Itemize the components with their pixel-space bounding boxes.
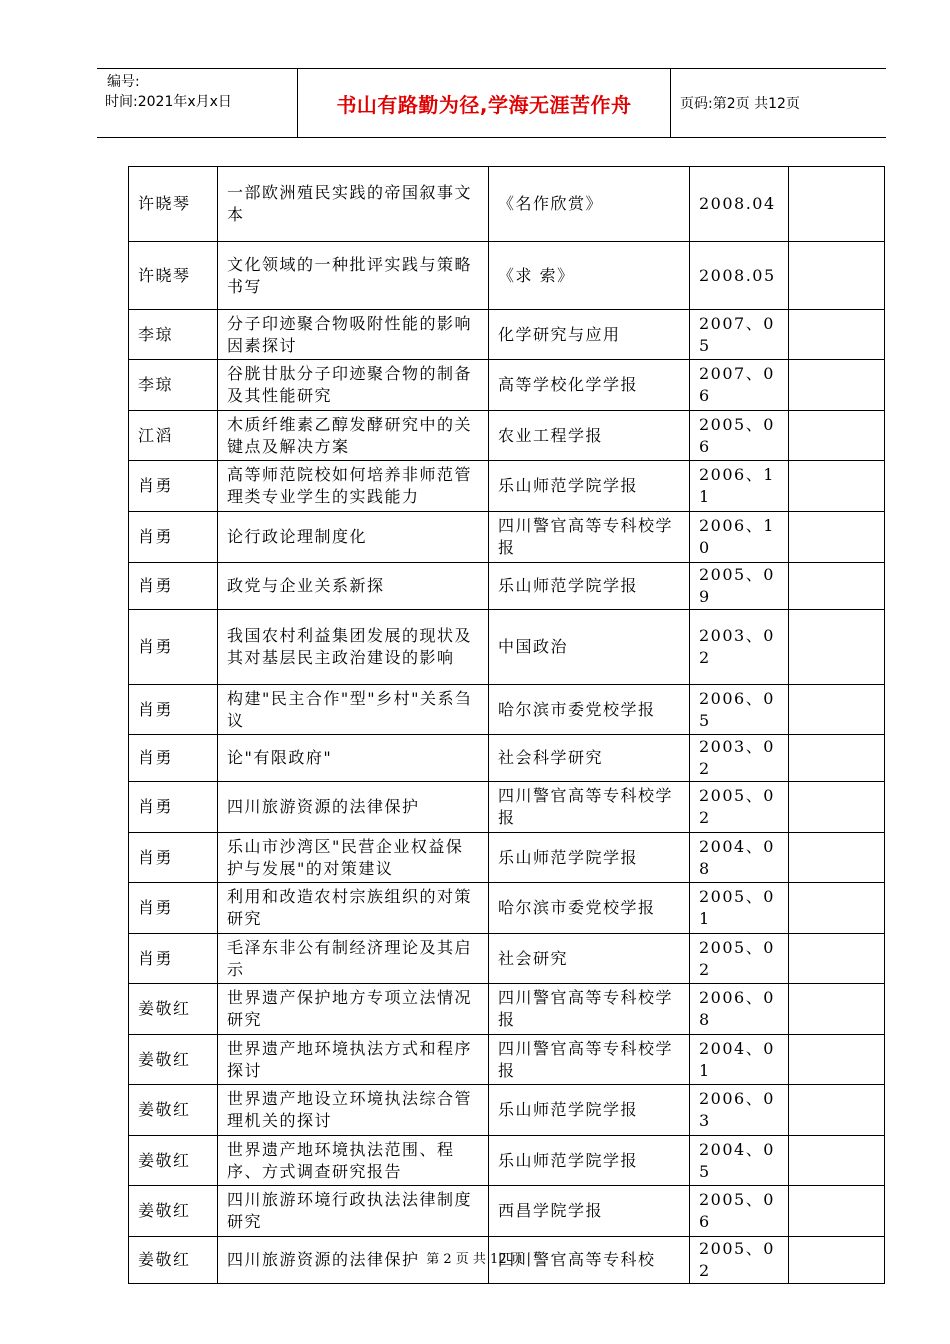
publications-table-body: [129, 167, 885, 1284]
title-cell: 政党与企业关系新探: [218, 563, 489, 610]
extra-cell: [789, 610, 885, 685]
journal-cell: 哈尔滨市委党校学报: [489, 883, 690, 934]
extra-cell: [789, 1085, 885, 1136]
author-cell: 肖勇: [129, 563, 218, 610]
journal-cell: 西昌学院学报: [489, 1186, 690, 1237]
table-row: [129, 610, 885, 685]
title-cell: 论行政论理制度化: [218, 512, 489, 563]
table-row: [129, 984, 885, 1035]
page-footer: 第 2 页 共 12 页: [426, 1252, 524, 1267]
extra-cell: [789, 1186, 885, 1237]
date-cell: 2005、02: [690, 934, 789, 984]
journal-cell: 乐山师范学院学报: [489, 833, 690, 883]
extra-cell: [789, 735, 885, 782]
title-cell: 分子印迹聚合物吸附性能的影响因素探讨: [218, 310, 489, 360]
table-row: [129, 461, 885, 512]
table-row: [129, 512, 885, 563]
date-cell: 2005、02: [690, 782, 789, 833]
title-cell: 世界遗产地设立环境执法综合管理机关的探讨: [218, 1085, 489, 1136]
author-cell: 姜敬红: [129, 1136, 218, 1186]
header-motto-cell: [297, 69, 671, 137]
title-cell: 谷胱甘肽分子印迹聚合物的制备及其性能研究: [218, 360, 489, 411]
author-cell: 肖勇: [129, 883, 218, 934]
journal-cell: 农业工程学报: [489, 411, 690, 461]
table-row: [129, 1136, 885, 1186]
table-row: [129, 735, 885, 782]
title-cell: 四川旅游资源的法律保护: [218, 1237, 489, 1284]
title-cell: 毛泽东非公有制经济理论及其启示: [218, 934, 489, 984]
date-cell: 2003、02: [690, 610, 789, 685]
date-cell: 2004、08: [690, 833, 789, 883]
date-cell: 2005、02: [690, 1237, 789, 1284]
date-cell: 2008.04: [690, 167, 789, 242]
author-cell: 姜敬红: [129, 1186, 218, 1237]
title-cell: 一部欧洲殖民实践的帝国叙事文本: [218, 167, 489, 242]
journal-cell: 高等学校化学学报: [489, 360, 690, 411]
title-cell: 四川旅游环境行政执法法律制度研究: [218, 1186, 489, 1237]
journal-cell: 四川警官高等专科校学报: [489, 1035, 690, 1085]
extra-cell: [789, 1136, 885, 1186]
title-cell: 世界遗产地环境执法方式和程序探讨: [218, 1035, 489, 1085]
journal-cell: 四川警官高等专科校: [489, 1237, 690, 1284]
date-cell: 2006、05: [690, 685, 789, 735]
journal-cell: 哈尔滨市委党校学报: [489, 685, 690, 735]
journal-cell: 《名作欣赏》: [489, 167, 690, 242]
table-row: [129, 1035, 885, 1085]
journal-cell: 社会研究: [489, 934, 690, 984]
date-cell: 2005、09: [690, 563, 789, 610]
extra-cell: [789, 984, 885, 1035]
author-cell: 肖勇: [129, 782, 218, 833]
title-cell: 论"有限政府": [218, 735, 489, 782]
author-cell: 肖勇: [129, 461, 218, 512]
date-cell: 2006、10: [690, 512, 789, 563]
journal-cell: 四川警官高等专科校学报: [489, 984, 690, 1035]
journal-cell: 四川警官高等专科校学报: [489, 782, 690, 833]
journal-cell: 《求 索》: [489, 242, 690, 310]
header-left-cell: [97, 69, 297, 137]
extra-cell: [789, 167, 885, 242]
date-cell: 2005、06: [690, 411, 789, 461]
title-cell: 木质纤维素乙醇发酵研究中的关键点及解决方案: [218, 411, 489, 461]
author-cell: 李琼: [129, 360, 218, 411]
table-row: [129, 1085, 885, 1136]
extra-cell: [789, 461, 885, 512]
date-cell: 2007、05: [690, 310, 789, 360]
author-cell: 肖勇: [129, 610, 218, 685]
table-row: [129, 1186, 885, 1237]
extra-cell: [789, 833, 885, 883]
extra-cell: [789, 883, 885, 934]
table-row: [129, 360, 885, 411]
author-cell: 李琼: [129, 310, 218, 360]
title-cell: 我国农村利益集团发展的现状及其对基层民主政治建设的影响: [218, 610, 489, 685]
author-cell: 肖勇: [129, 735, 218, 782]
table-row: [129, 782, 885, 833]
author-cell: 姜敬红: [129, 1085, 218, 1136]
date-cell: 2004、01: [690, 1035, 789, 1085]
extra-cell: [789, 411, 885, 461]
date-cell: 2004、05: [690, 1136, 789, 1186]
table-row: [129, 167, 885, 242]
author-cell: 肖勇: [129, 512, 218, 563]
title-cell: 高等师范院校如何培养非师范管理类专业学生的实践能力: [218, 461, 489, 512]
date-cell: 2006、08: [690, 984, 789, 1035]
journal-cell: 乐山师范学院学报: [489, 1085, 690, 1136]
title-cell: 世界遗产保护地方专项立法情况研究: [218, 984, 489, 1035]
table-row: [129, 833, 885, 883]
journal-cell: 乐山师范学院学报: [489, 1136, 690, 1186]
date-cell: 2006、03: [690, 1085, 789, 1136]
header-page-number: 页码:第2页 共12页: [680, 96, 800, 112]
author-cell: 肖勇: [129, 685, 218, 735]
title-cell: 利用和改造农村宗族组织的对策研究: [218, 883, 489, 934]
extra-cell: [789, 782, 885, 833]
author-cell: 肖勇: [129, 833, 218, 883]
title-cell: 构建"民主合作"型"乡村"关系刍议: [218, 685, 489, 735]
extra-cell: [789, 563, 885, 610]
author-cell: 姜敬红: [129, 1237, 218, 1284]
extra-cell: [789, 360, 885, 411]
title-cell: 乐山市沙湾区"民营企业权益保护与发展"的对策建议: [218, 833, 489, 883]
extra-cell: [789, 934, 885, 984]
date-cell: 2007、06: [690, 360, 789, 411]
journal-cell: 四川警官高等专科校学报: [489, 512, 690, 563]
journal-cell: 社会科学研究: [489, 735, 690, 782]
date-cell: 2005、01: [690, 883, 789, 934]
journal-cell: 乐山师范学院学报: [489, 461, 690, 512]
extra-cell: [789, 242, 885, 310]
table-row: [129, 934, 885, 984]
author-cell: 姜敬红: [129, 984, 218, 1035]
author-cell: 肖勇: [129, 934, 218, 984]
extra-cell: [789, 685, 885, 735]
header-motto: 书山有路勤为径,学海无涯苦作舟: [336, 92, 632, 117]
date-cell: 2005、06: [690, 1186, 789, 1237]
document-date-label: 时间:2021年x月x日: [105, 94, 232, 110]
journal-cell: 乐山师范学院学报: [489, 563, 690, 610]
table-row: [129, 242, 885, 310]
table-row: [129, 685, 885, 735]
author-cell: 许晓琴: [129, 242, 218, 310]
publications-table: [128, 166, 885, 1284]
title-cell: 世界遗产地环境执法范围、程序、方式调查研究报告: [218, 1136, 489, 1186]
table-row: [129, 310, 885, 360]
table-row: [129, 883, 885, 934]
extra-cell: [789, 512, 885, 563]
author-cell: 许晓琴: [129, 167, 218, 242]
author-cell: 姜敬红: [129, 1035, 218, 1085]
table-row: [129, 563, 885, 610]
document-code-label: 编号:: [107, 74, 140, 90]
header-page-cell: [670, 69, 886, 137]
journal-cell: 化学研究与应用: [489, 310, 690, 360]
title-cell: 四川旅游资源的法律保护: [218, 782, 489, 833]
extra-cell: [789, 310, 885, 360]
author-cell: 江滔: [129, 411, 218, 461]
table-row: [129, 411, 885, 461]
document-header: [97, 68, 886, 138]
date-cell: 2008.05: [690, 242, 789, 310]
date-cell: 2003、02: [690, 735, 789, 782]
date-cell: 2006、11: [690, 461, 789, 512]
journal-cell: 中国政治: [489, 610, 690, 685]
title-cell: 文化领域的一种批评实践与策略书写: [218, 242, 489, 310]
extra-cell: [789, 1035, 885, 1085]
